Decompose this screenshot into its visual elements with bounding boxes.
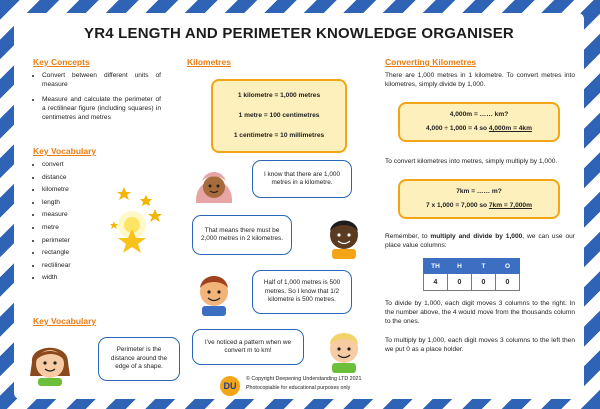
example-1-result: 4,000m = 4km [488, 125, 532, 132]
speech-bubble-2: That means there must be 2,000 metres in 2 kilometres. [192, 215, 292, 255]
pv-cell: 0 [472, 274, 496, 291]
pv-header: TH [424, 259, 448, 274]
example-2-answer [400, 202, 558, 209]
converting-heading: Converting Kilometres [385, 57, 477, 67]
vocab-item: • rectangle [42, 247, 71, 260]
example-box-2 [398, 179, 560, 219]
example-1-answer [400, 125, 558, 132]
photocopy-note: Photocopiable for educational purposes only [246, 385, 351, 391]
example-2-working: 7 x 1,000 = 7,000 so [426, 202, 489, 209]
child-avatar-icon [28, 338, 72, 386]
pv-cell: 0 [496, 274, 520, 291]
stars-icon [102, 181, 168, 261]
vocab-item: • width [42, 272, 71, 285]
copyright-text: © Copyright Deepening Understanding LTD 2021 [246, 376, 362, 382]
vocab-item: • rectilinear [42, 260, 71, 273]
key-concepts-heading: Key Concepts [33, 57, 90, 67]
fact-line: 1 metre = 100 centimetres [238, 112, 320, 119]
fact-line: 1 centimetre = 10 millimetres [233, 132, 325, 139]
organiser-card [14, 13, 584, 399]
speech-bubble-3: Half of 1,000 metres is 500 metres. So I know that 1/2 kilometre is 500 metres. [252, 270, 352, 314]
boy-blond-avatar-icon [322, 325, 366, 373]
vocab-item: • perimeter [42, 235, 71, 248]
boy-avatar-icon [192, 268, 236, 316]
page-title: YR4 LENGTH AND PERIMETER KNOWLEDGE ORGANISER [84, 25, 514, 42]
remember-bold: multiply and divide by 1,000 [430, 233, 523, 240]
speech-bubble-4: I've noticed a pattern when we convert m to km! [192, 329, 304, 365]
key-vocabulary-2-heading: Key Vocabulary [33, 316, 97, 326]
vocab-item: • measure [42, 209, 71, 222]
concept-item: • Measure and calculate the perimeter of a rectilinear figure (including squares) in centimetres and metres [42, 95, 161, 122]
perimeter-definition-bubble: Perimeter is the distance around the edge of a shape. [98, 337, 180, 381]
multiply-explanation: To multiply by 1,000, each digit moves 3 columns to the left then we put 0 as a place holder. [385, 337, 575, 353]
girl-hijab-avatar-icon [192, 163, 236, 211]
vocab-item: • distance [42, 172, 71, 185]
pv-header: H [448, 259, 472, 274]
pv-cell: 0 [448, 274, 472, 291]
remember-pre: Remember, to [385, 233, 431, 240]
key-concepts-list [33, 71, 161, 128]
speech-bubble-1: I know that there are 1,000 metres in a kilometre. [252, 160, 352, 198]
boy-dark-avatar-icon [322, 211, 366, 259]
kilometres-heading: Kilometres [187, 57, 231, 67]
remember-post: , we can use our place value columns: [385, 233, 575, 249]
pv-header: T [472, 259, 496, 274]
vocab-item: • kilometre [42, 184, 71, 197]
concept-item: • Convert between different units of measure [42, 71, 161, 89]
remember-text [385, 232, 575, 250]
example-2-result: 7km = 7,000m [488, 202, 532, 209]
vocab-item: • convert [42, 159, 71, 172]
fact-line: 1 kilometre = 1,000 metres [237, 92, 321, 99]
place-value-table [423, 258, 520, 291]
divide-explanation: To divide by 1,000, each digit moves 3 columns to the right. In the number above, the 4 would move from the thousands column to the ones. [385, 300, 575, 325]
key-vocabulary-heading: Key Vocabulary [33, 146, 97, 156]
vocabulary-list [33, 159, 71, 285]
example-1-working: 4,000 ÷ 1,000 = 4 so [426, 125, 489, 132]
company-logo: DU [220, 376, 240, 396]
pv-header: O [496, 259, 520, 274]
kilometres-facts-box [211, 79, 347, 153]
example-1-question: 4,000m = …… km? [449, 111, 509, 118]
converting-intro: There are 1,000 metres in 1 kilometre. To convert metres into kilometres, simply divide by 1,000. [385, 72, 575, 88]
pv-cell: 4 [424, 274, 448, 291]
converting-middle: To convert kilometres into metres, simply multiply by 1,000. [385, 158, 558, 165]
vocab-item: • metre [42, 222, 71, 235]
example-box-1 [398, 102, 560, 142]
example-2-question: 7km = …… m? [456, 188, 502, 195]
vocab-item: • length [42, 197, 71, 210]
